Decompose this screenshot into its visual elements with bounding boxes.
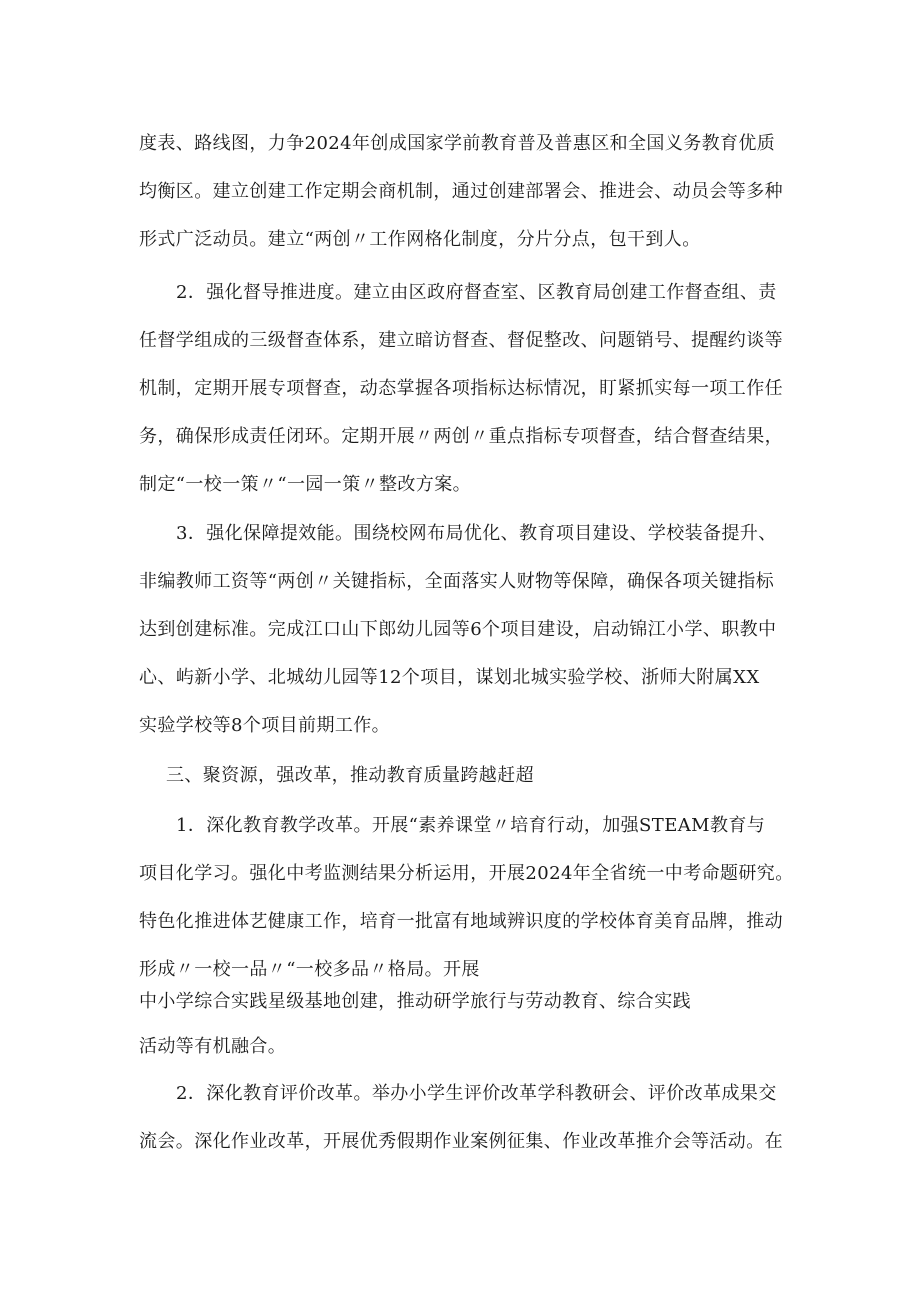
text-line: 务，确保形成责任闭环。定期开展〃两创〃重点指标专项督查，结合督查结果，	[139, 426, 783, 447]
text-line: 心、屿新小学、北城幼儿园等12个项目，谋划北城实验学校、浙师大附属XX	[139, 667, 760, 688]
paragraph-2-start: 2．强化督导推进度。建立由区政府督查室、区教育局创建工作督查组、责	[176, 282, 777, 303]
paragraph-1-start: 1．深化教育教学改革。开展“素养课堂〃培育行动，加强STEAM教育与	[176, 815, 766, 836]
text-line: 流会。深化作业改革，开展优秀假期作业案例征集、作业改革推介会等活动。在	[139, 1131, 783, 1152]
text-line: 任督学组成的三级督查体系，建立暗访督查、督促整改、问题销号、提醒约谈等	[139, 330, 783, 351]
text-line: 形成〃一校一品〃“一校多品〃格局。开展	[139, 959, 480, 980]
text-line: 特色化推进体艺健康工作，培育一批富有地域辨识度的学校体育美育品牌，推动	[139, 911, 783, 932]
text-line: 均衡区。建立创建工作定期会商机制，通过创建部署会、推进会、动员会等多种	[139, 181, 783, 202]
text-line: 非编教师工资等“两创〃关键指标，全面落实人财物等保障，确保各项关键指标	[139, 571, 775, 592]
text-line: 中小学综合实践星级基地创建，推动研学旅行与劳动教育、综合实践	[139, 991, 691, 1012]
text-line: 度表、路线图，力争2024年创成国家学前教育普及普惠区和全国义务教育优质	[139, 133, 776, 154]
text-line: 项目化学习。强化中考监测结果分析运用，开展2024年全省统一中考命题研究。	[139, 863, 794, 884]
text-line: 达到创建标准。完成江口山下郎幼儿园等6个项目建设，启动锦江小学、职教中	[139, 619, 777, 640]
text-line: 机制，定期开展专项督查，动态掌握各项指标达标情况，盯紧抓实每一项工作任	[139, 378, 783, 399]
paragraph-2b-start: 2．深化教育评价改革。举办小学生评价改革学科教研会、评价改革成果交	[176, 1083, 777, 1104]
text-line: 制定“一校一策〃“一园一策〃整改方案。	[139, 474, 472, 495]
paragraph-3-start: 3．强化保障提效能。围绕校网布局优化、教育项目建设、学校装备提升、	[176, 523, 777, 544]
text-line: 活动等有机融合。	[139, 1036, 287, 1057]
text-line: 实验学校等8个项目前期工作。	[139, 715, 391, 736]
section-heading: 三、聚资源，强改革，推动教育质量跨越赶超	[166, 765, 534, 786]
text-line: 形式广泛动员。建立“两创〃工作网格化制度，分片分点，包干到人。	[139, 229, 701, 250]
